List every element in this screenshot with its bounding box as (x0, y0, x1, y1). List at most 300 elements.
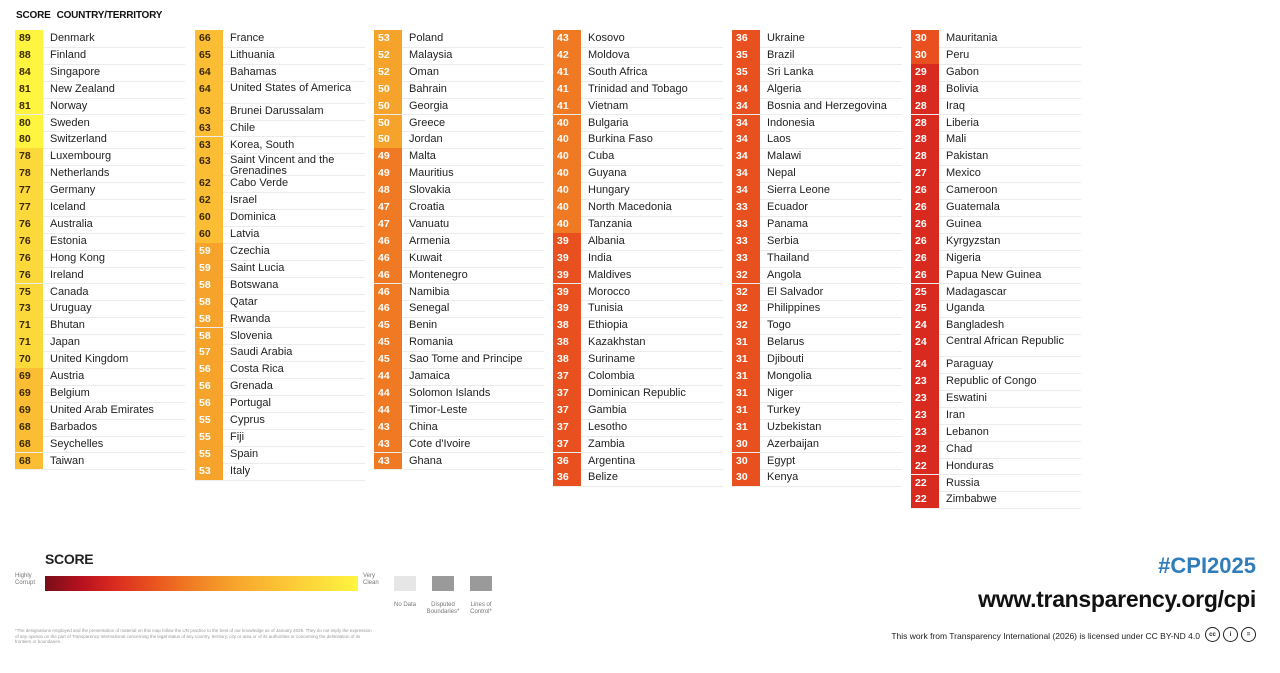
score-badge: 75 (15, 284, 43, 301)
country-name: Trinidad and Tobago (588, 82, 688, 95)
score-badge: 50 (374, 115, 402, 132)
country-name: Ecuador (767, 201, 808, 213)
score-badge: 40 (553, 182, 581, 199)
table-row (732, 334, 902, 352)
score-badge: 81 (15, 81, 43, 98)
score-badge: 47 (374, 216, 402, 233)
table-row (732, 131, 902, 149)
table-row (15, 148, 185, 166)
country-name: Turkey (767, 403, 801, 416)
score-badge: 64 (195, 81, 223, 103)
table-row (15, 115, 185, 133)
score-badge: 28 (911, 148, 939, 165)
table-row (732, 233, 902, 251)
table-row (15, 419, 185, 437)
score-badge: 48 (374, 182, 402, 199)
score-badge: 59 (195, 243, 223, 260)
country-name: Vanuatu (409, 217, 450, 230)
score-badge: 40 (553, 216, 581, 233)
table-row (15, 250, 185, 268)
score-column-header: SCORE (16, 10, 51, 21)
country-name: Seychelles (50, 437, 104, 450)
country-name: Japan (50, 336, 80, 349)
score-badge: 37 (553, 402, 581, 419)
score-badge: 30 (732, 453, 760, 470)
score-badge: 25 (911, 284, 939, 301)
country-name: Cabo Verde (230, 177, 289, 190)
country-name: Barbados (50, 420, 98, 433)
country-name: Namibia (409, 285, 450, 298)
website-url[interactable]: www.transparency.org/cpi (978, 586, 1256, 612)
table-row (553, 351, 723, 369)
country-name: Algeria (767, 82, 802, 95)
table-row (732, 47, 902, 65)
country-name: Zimbabwe (946, 493, 997, 506)
table-row (911, 284, 1081, 302)
score-badge: 32 (732, 284, 760, 301)
table-row (374, 300, 544, 318)
country-name: Maldives (588, 268, 632, 281)
score-badge: 50 (374, 98, 402, 115)
table-row (732, 368, 902, 386)
table-row (732, 64, 902, 82)
score-badge: 64 (195, 64, 223, 81)
table-row (553, 233, 723, 251)
table-row (911, 115, 1081, 133)
score-badge: 88 (15, 47, 43, 64)
country-name: Albania (588, 234, 625, 247)
table-row (553, 182, 723, 200)
table-row (911, 182, 1081, 200)
country-name: Italy (230, 464, 251, 477)
score-badge: 63 (195, 153, 223, 175)
score-badge: 24 (911, 317, 939, 334)
score-badge: 68 (15, 419, 43, 436)
score-badge: 26 (911, 216, 939, 233)
country-name: Djibouti (767, 353, 804, 366)
table-row (911, 317, 1081, 335)
score-badge: 35 (732, 47, 760, 64)
table-row (195, 64, 365, 82)
country-name: Papua New Guinea (946, 268, 1042, 281)
score-badge: 76 (15, 250, 43, 267)
country-name: Sao Tome and Principe (409, 353, 523, 366)
country-name: Russia (946, 476, 980, 489)
score-badge: 31 (732, 351, 760, 368)
country-name: Hungary (588, 184, 630, 197)
score-badge: 60 (195, 209, 223, 226)
country-name: Laos (767, 133, 791, 146)
country-name: Spain (230, 447, 259, 460)
table-row (195, 277, 365, 295)
country-name: Denmark (50, 32, 95, 44)
table-row (553, 199, 723, 217)
country-name: Belize (588, 471, 618, 484)
country-name: United Arab Emirates (50, 403, 154, 416)
country-name: United Kingdom (50, 353, 129, 366)
table-row (195, 463, 365, 481)
score-badge: 39 (553, 250, 581, 267)
table-row (15, 351, 185, 369)
score-badge: 76 (15, 267, 43, 284)
score-badge: 41 (553, 98, 581, 115)
country-name: Jamaica (409, 370, 450, 382)
table-row (195, 361, 365, 379)
country-name: Senegal (409, 302, 450, 315)
table-row (911, 64, 1081, 82)
no-data-label: No Data (393, 602, 416, 608)
score-badge: 76 (15, 216, 43, 233)
score-badge: 46 (374, 267, 402, 284)
score-badge: 37 (553, 385, 581, 402)
table-row (195, 429, 365, 447)
table-row (374, 30, 544, 48)
score-badge: 45 (374, 317, 402, 334)
cc-icon: cc (1205, 627, 1220, 642)
country-name: Argentina (588, 454, 636, 467)
country-name: Romania (409, 336, 454, 349)
score-color-scale (45, 576, 358, 591)
country-name: Burkina Faso (588, 133, 653, 146)
country-name: Nepal (767, 167, 796, 180)
disputed-boundaries-label: Disputed Boundaries* (426, 602, 460, 615)
score-badge: 26 (911, 233, 939, 250)
score-badge: 46 (374, 250, 402, 267)
score-badge: 55 (195, 412, 223, 429)
score-badge: 46 (374, 233, 402, 250)
table-row (732, 284, 902, 302)
table-row (911, 81, 1081, 99)
score-badge: 66 (195, 30, 223, 47)
table-row (374, 131, 544, 149)
country-name: Togo (767, 319, 791, 332)
table-row (553, 30, 723, 48)
table-row (732, 182, 902, 200)
score-badge: 34 (732, 115, 760, 132)
table-row (15, 216, 185, 234)
country-name: Belarus (767, 336, 805, 349)
score-badge: 31 (732, 334, 760, 351)
table-row (732, 199, 902, 217)
score-badge: 31 (732, 368, 760, 385)
score-badge: 56 (195, 395, 223, 412)
table-row (911, 356, 1081, 374)
table-row (732, 250, 902, 268)
table-row (732, 165, 902, 183)
table-row (911, 148, 1081, 166)
table-row (15, 233, 185, 251)
country-name: Dominica (230, 211, 276, 224)
score-badge: 58 (195, 328, 223, 345)
country-name: Fiji (230, 430, 245, 443)
table-row (195, 446, 365, 464)
lines-of-control-swatch (470, 576, 492, 591)
country-name: Guatemala (946, 201, 1000, 213)
score-badge: 28 (911, 98, 939, 115)
country-name: Morocco (588, 285, 631, 298)
table-row (195, 395, 365, 413)
disputed-boundaries-swatch (432, 576, 454, 591)
score-badge: 40 (553, 165, 581, 182)
table-row (195, 260, 365, 278)
country-name: Malawi (767, 150, 802, 163)
table-row (195, 192, 365, 210)
country-name: Pakistan (946, 150, 989, 163)
country-name: Serbia (767, 234, 799, 247)
country-name: Germany (50, 184, 96, 197)
score-badge: 40 (553, 115, 581, 132)
table-row (195, 103, 365, 121)
score-badge: 36 (553, 453, 581, 470)
score-badge: 73 (15, 300, 43, 317)
table-row (553, 216, 723, 234)
country-name: Botswana (230, 278, 279, 291)
country-name: Montenegro (409, 268, 468, 281)
table-row (374, 385, 544, 403)
country-name: China (409, 420, 438, 433)
table-row (553, 98, 723, 116)
country-name: South Africa (588, 65, 648, 78)
score-badge: 32 (732, 300, 760, 317)
score-badge: 42 (553, 47, 581, 64)
score-badge: 56 (195, 378, 223, 395)
table-row (374, 64, 544, 82)
country-name: Costa Rica (230, 363, 284, 376)
score-badge: 55 (195, 446, 223, 463)
score-badge: 59 (195, 260, 223, 277)
score-badge: 43 (374, 453, 402, 470)
table-row (553, 469, 723, 487)
country-name: Cote d'Ivoire (409, 437, 471, 450)
score-badge: 35 (732, 64, 760, 81)
score-badge: 81 (15, 98, 43, 115)
country-name: Belgium (50, 386, 90, 399)
score-badge: 76 (15, 233, 43, 250)
score-badge: 80 (15, 115, 43, 132)
country-name: Netherlands (50, 167, 110, 180)
table-row (374, 267, 544, 285)
table-row (553, 131, 723, 149)
country-name: Cyprus (230, 414, 265, 426)
table-row (374, 284, 544, 302)
table-row (15, 30, 185, 48)
table-row (15, 98, 185, 116)
country-name: Lebanon (946, 425, 989, 438)
score-badge: 41 (553, 64, 581, 81)
country-name: Malta (409, 150, 436, 163)
score-badge: 24 (911, 356, 939, 373)
country-name: Hong Kong (50, 251, 106, 264)
score-badge: 62 (195, 175, 223, 192)
license-icons (1205, 627, 1256, 642)
country-name: Philippines (767, 302, 821, 315)
table-row (374, 81, 544, 99)
table-row (15, 267, 185, 285)
country-name: Korea, South (230, 138, 295, 151)
score-badge: 46 (374, 300, 402, 317)
score-badge: 58 (195, 294, 223, 311)
score-badge: 44 (374, 385, 402, 402)
score-badge: 33 (732, 250, 760, 267)
score-badge: 78 (15, 165, 43, 182)
table-row (553, 267, 723, 285)
score-badge: 70 (15, 351, 43, 368)
country-name: Taiwan (50, 454, 85, 467)
score-badge: 29 (911, 64, 939, 81)
score-badge: 31 (732, 419, 760, 436)
score-badge: 23 (911, 407, 939, 424)
country-name: Ghana (409, 454, 443, 467)
score-badge: 22 (911, 491, 939, 508)
table-row (374, 436, 544, 454)
score-badge: 33 (732, 216, 760, 233)
score-badge: 22 (911, 475, 939, 492)
score-badge: 39 (553, 284, 581, 301)
score-badge: 43 (553, 30, 581, 47)
country-name: Tanzania (588, 217, 633, 230)
country-name: Tunisia (588, 302, 624, 315)
table-row (374, 98, 544, 116)
country-name: Czechia (230, 245, 270, 257)
table-row (732, 351, 902, 369)
country-name: Ireland (50, 268, 84, 281)
table-row (732, 317, 902, 335)
score-badge: 62 (195, 192, 223, 209)
score-badge: 26 (911, 199, 939, 216)
country-name: Niger (767, 386, 794, 399)
country-name: Portugal (230, 397, 271, 410)
score-badge: 68 (15, 436, 43, 453)
table-row (374, 334, 544, 352)
country-name: Honduras (946, 459, 994, 472)
table-row (374, 216, 544, 234)
table-row (732, 402, 902, 420)
country-name: Gambia (588, 403, 627, 416)
score-badge: 37 (553, 436, 581, 453)
table-row (15, 182, 185, 200)
country-name: El Salvador (767, 285, 824, 298)
score-badge: 34 (732, 165, 760, 182)
country-name: Cameroon (946, 184, 998, 197)
score-badge: 69 (15, 402, 43, 419)
country-name: Colombia (588, 370, 635, 382)
country-name: Israel (230, 194, 257, 207)
table-row (732, 30, 902, 48)
score-badge: 71 (15, 334, 43, 351)
score-badge: 23 (911, 390, 939, 407)
table-row (732, 148, 902, 166)
score-badge: 28 (911, 115, 939, 132)
table-row (911, 458, 1081, 476)
table-row (911, 491, 1081, 509)
country-name: Kuwait (409, 251, 443, 264)
score-badge: 31 (732, 402, 760, 419)
score-badge: 89 (15, 30, 43, 47)
table-row (553, 47, 723, 65)
score-badge: 30 (911, 30, 939, 47)
score-badge: 25 (911, 300, 939, 317)
score-badge: 33 (732, 233, 760, 250)
country-name: Eswatini (946, 392, 987, 404)
table-row (911, 216, 1081, 234)
country-name: Bhutan (50, 319, 85, 332)
country-name: Georgia (409, 99, 449, 112)
score-badge: 34 (732, 81, 760, 98)
score-badge: 28 (911, 81, 939, 98)
country-name: Grenada (230, 380, 273, 393)
table-row (374, 351, 544, 369)
table-row (374, 317, 544, 335)
country-name: Cuba (588, 150, 615, 163)
table-row (911, 407, 1081, 425)
table-row (374, 419, 544, 437)
score-badge: 37 (553, 419, 581, 436)
score-badge: 53 (374, 30, 402, 47)
score-badge: 22 (911, 458, 939, 475)
score-badge: 58 (195, 277, 223, 294)
country-name: Qatar (230, 295, 258, 308)
country-name: Dominican Republic (588, 386, 686, 399)
score-badge: 80 (15, 131, 43, 148)
table-row (195, 47, 365, 65)
table-row (553, 165, 723, 183)
country-name: Iran (946, 408, 965, 421)
score-badge: 50 (374, 131, 402, 148)
country-name: Bosnia and Herzegovina (767, 99, 887, 112)
table-row (374, 250, 544, 268)
table-row (195, 328, 365, 346)
country-name: Poland (409, 32, 444, 44)
table-row (374, 199, 544, 217)
table-row (732, 216, 902, 234)
table-row (911, 390, 1081, 408)
table-row (732, 267, 902, 285)
score-badge: 26 (911, 267, 939, 284)
score-badge: 26 (911, 182, 939, 199)
table-row (553, 453, 723, 471)
nd-icon: = (1241, 627, 1256, 642)
table-row (911, 250, 1081, 268)
country-name: Bahamas (230, 65, 277, 78)
country-name: Azerbaijan (767, 437, 819, 450)
country-name: Finland (50, 48, 87, 61)
table-header (16, 10, 168, 21)
score-badge: 68 (15, 453, 43, 470)
country-name: Indonesia (767, 116, 815, 129)
score-badge: 41 (553, 81, 581, 98)
score-badge: 23 (911, 424, 939, 441)
country-name: Bangladesh (946, 319, 1005, 332)
country-name: Estonia (50, 234, 87, 247)
table-row (553, 402, 723, 420)
score-badge: 23 (911, 373, 939, 390)
table-row (15, 368, 185, 386)
score-badge: 69 (15, 385, 43, 402)
score-badge: 27 (911, 165, 939, 182)
country-name: Croatia (409, 201, 445, 213)
table-row (15, 47, 185, 65)
country-name: Iraq (946, 99, 965, 112)
score-badge: 45 (374, 351, 402, 368)
table-row (374, 402, 544, 420)
score-badge: 63 (195, 103, 223, 120)
country-name: Saint Lucia (230, 261, 285, 274)
table-row (732, 81, 902, 99)
table-row (732, 115, 902, 133)
table-row (911, 233, 1081, 251)
country-name: Bulgaria (588, 116, 629, 129)
country-name: Australia (50, 217, 93, 230)
